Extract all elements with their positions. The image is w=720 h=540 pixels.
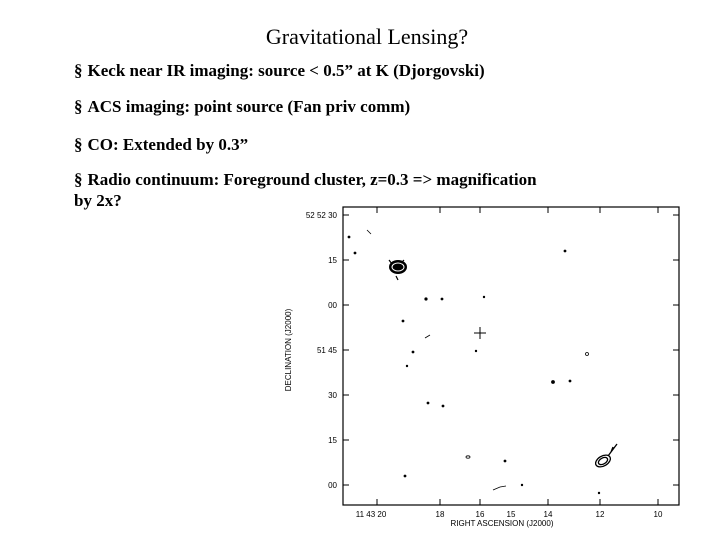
y-axis-label: DECLINATION (J2000) bbox=[284, 308, 293, 392]
bullet-radio-continuation: by 2x? bbox=[74, 191, 122, 210]
plot-frame bbox=[343, 207, 679, 505]
y-tick-label: 00 bbox=[328, 481, 337, 490]
bullet-text: ACS imaging: point source (Fan priv comm) bbox=[87, 97, 411, 116]
bullet-marker: § bbox=[74, 97, 83, 116]
x-tick-label: 18 bbox=[435, 510, 445, 519]
y-tick-label: 52 52 30 bbox=[305, 211, 337, 220]
bullet-marker: § bbox=[74, 135, 83, 154]
x-tick-label: 12 bbox=[595, 510, 605, 519]
bullet-text: Keck near IR imaging: source < 0.5” at K (Djorgovski) bbox=[87, 61, 485, 80]
x-tick-label: 14 bbox=[543, 510, 553, 519]
x-axis-label: RIGHT ASCENSION (J2000) bbox=[450, 519, 554, 528]
bright-source-contours bbox=[389, 260, 407, 280]
slide-title: Gravitational Lensing? bbox=[265, 24, 469, 49]
bullet-text: Radio continuum: Foreground cluster, z=0.3 => magnification bbox=[87, 170, 537, 189]
x-tick-label: 16 bbox=[475, 510, 485, 519]
cross-marker bbox=[474, 327, 486, 339]
y-tick-label: 51 45 bbox=[316, 346, 337, 355]
x-tick-label: 10 bbox=[653, 510, 663, 519]
y-tick-label: 00 bbox=[328, 301, 337, 310]
x-tick-label: 15 bbox=[506, 510, 516, 519]
bullet-marker: § bbox=[74, 61, 83, 80]
bullet-text: CO: Extended by 0.3” bbox=[87, 135, 249, 154]
noise-contours bbox=[348, 230, 600, 494]
y-tick-label: 15 bbox=[328, 436, 337, 445]
bullet-marker: § bbox=[74, 170, 83, 189]
extended-source-contours bbox=[594, 444, 617, 469]
x-tick-label: 11 43 20 bbox=[355, 510, 387, 519]
y-tick-label: 30 bbox=[328, 391, 337, 400]
y-tick-label: 15 bbox=[328, 256, 337, 265]
